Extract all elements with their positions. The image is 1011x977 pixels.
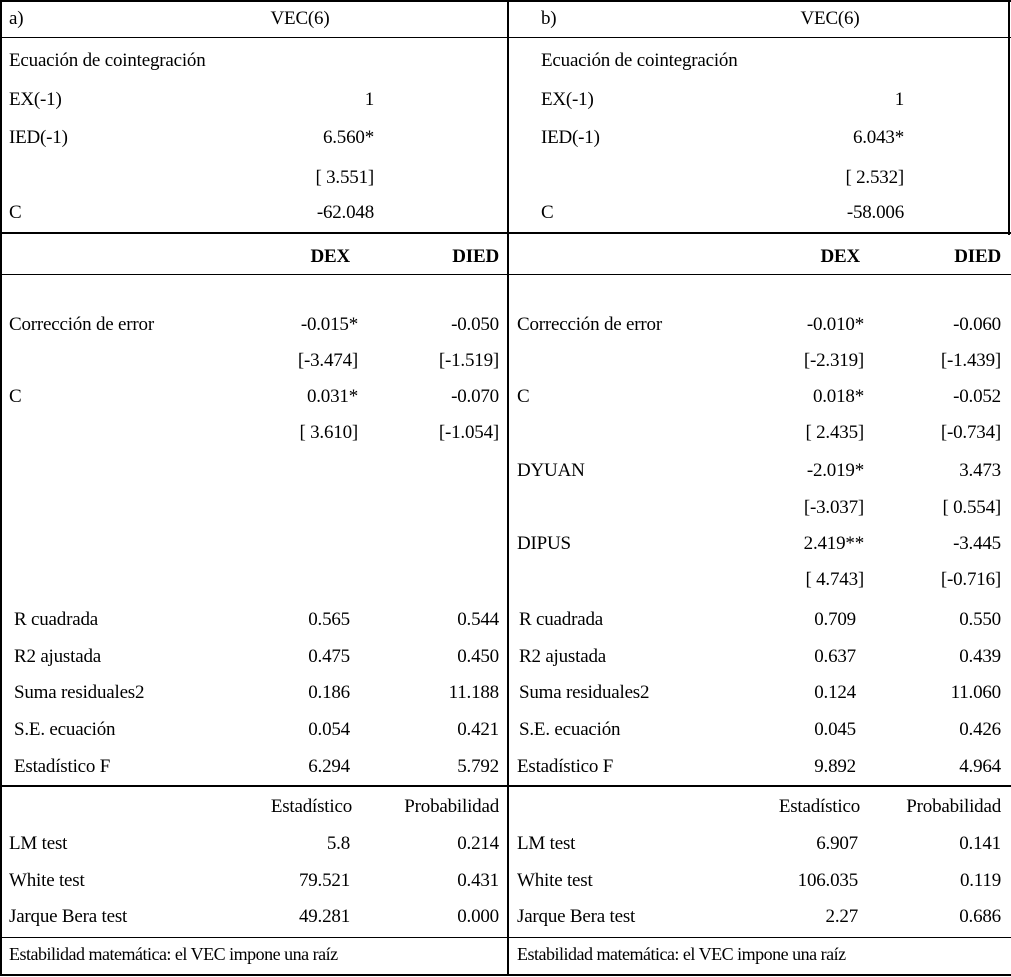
test-value: 5.8 — [326, 833, 350, 854]
coef-value: -2.019* — [806, 460, 864, 481]
coef-row-label: Corrección de error — [9, 314, 154, 335]
coint-row-value: -62.048 — [316, 202, 374, 223]
stat-value: 5.792 — [457, 756, 499, 777]
rule — [0, 37, 1011, 38]
coef-value: [-3.474] — [297, 350, 358, 371]
coef-value: 0.018* — [812, 386, 864, 407]
coef-row-label: Corrección de error — [517, 314, 662, 335]
rule — [1008, 0, 1010, 235]
stat-value: 0.709 — [814, 609, 856, 630]
stat-value: 0.450 — [457, 646, 499, 667]
coef-value: [-3.037] — [803, 497, 864, 518]
coef-value: -0.015* — [300, 314, 358, 335]
coef-value: -0.070 — [451, 386, 499, 407]
coef-value: 3.473 — [959, 460, 1001, 481]
coef-value: -0.050 — [451, 314, 499, 335]
rule — [0, 785, 1011, 787]
stat-value: 0.426 — [959, 719, 1001, 740]
test-value: 106.035 — [797, 870, 858, 891]
coef-value: [ 4.743] — [805, 569, 864, 590]
col-header-estadistico: Estadístico — [270, 796, 352, 817]
stat-value: 9.892 — [814, 756, 856, 777]
test-value: 0.000 — [457, 906, 499, 927]
stat-label: R cuadrada — [519, 609, 603, 630]
coef-value: [-0.734] — [940, 422, 1001, 443]
stat-label: R2 ajustada — [14, 646, 101, 667]
coef-value: [ 0.554] — [942, 497, 1001, 518]
coint-row-label: IED(-1) — [541, 127, 600, 148]
coef-value: [-1.519] — [438, 350, 499, 371]
coint-row-value: [ 3.551] — [315, 167, 374, 188]
stat-label: S.E. ecuación — [14, 719, 116, 740]
col-header-died: DIED — [954, 246, 1001, 267]
coef-value: -0.052 — [953, 386, 1001, 407]
test-value: 0.119 — [959, 870, 1001, 891]
rule — [0, 274, 1011, 275]
coef-value: 2.419** — [803, 533, 864, 554]
coef-value: -0.010* — [806, 314, 864, 335]
coef-row-label: DIPUS — [517, 533, 571, 554]
test-label: White test — [517, 870, 593, 891]
panel-b-model: VEC(6) — [800, 8, 860, 29]
stat-label: Suma residuales2 — [519, 682, 650, 703]
coint-row-label: EX(-1) — [541, 89, 594, 110]
coef-value: [ 3.610] — [299, 422, 358, 443]
rule — [0, 232, 1011, 234]
col-header-dex: DEX — [310, 246, 350, 267]
coint-row-value: 6.560* — [322, 127, 374, 148]
coint-row-label: IED(-1) — [9, 127, 68, 148]
panel-b-eq-title: Ecuación de cointegración — [541, 50, 738, 71]
test-value: 2.27 — [825, 906, 858, 927]
stat-value: 11.060 — [950, 682, 1001, 703]
coef-value: [ 2.435] — [805, 422, 864, 443]
test-label: Jarque Bera test — [9, 906, 128, 927]
stat-value: 0.544 — [457, 609, 499, 630]
test-value: 0.686 — [959, 906, 1001, 927]
stat-value: 4.964 — [959, 756, 1001, 777]
stat-label: Suma residuales2 — [14, 682, 145, 703]
stat-value: 0.475 — [308, 646, 350, 667]
coint-row-value: 1 — [364, 89, 374, 110]
stat-label: S.E. ecuación — [519, 719, 621, 740]
col-header-estadistico: Estadístico — [778, 796, 860, 817]
rule — [507, 0, 509, 976]
panel-b-label: b) — [541, 8, 557, 29]
test-label: White test — [9, 870, 85, 891]
col-header-probabilidad: Probabilidad — [404, 796, 499, 817]
col-header-probabilidad: Probabilidad — [906, 796, 1001, 817]
coef-value: -3.445 — [953, 533, 1001, 554]
test-value: 49.281 — [298, 906, 350, 927]
stat-label: Estadístico F — [517, 756, 614, 777]
coint-row-value: [ 2.532] — [845, 167, 904, 188]
coint-row-label: C — [9, 202, 22, 223]
coef-row-label: C — [9, 386, 22, 407]
col-header-dex: DEX — [820, 246, 860, 267]
test-value: 0.214 — [457, 833, 499, 854]
stat-value: 11.188 — [448, 682, 499, 703]
coint-row-value: -58.006 — [846, 202, 904, 223]
rule — [0, 937, 1011, 938]
test-value: 6.907 — [816, 833, 858, 854]
coef-value: 0.031* — [306, 386, 358, 407]
test-value: 0.141 — [959, 833, 1001, 854]
stat-value: 0.186 — [308, 682, 350, 703]
stat-value: 0.045 — [814, 719, 856, 740]
panel-a-eq-title: Ecuación de cointegración — [9, 50, 206, 71]
coint-row-label: EX(-1) — [9, 89, 62, 110]
stat-label: R2 ajustada — [519, 646, 606, 667]
stat-label: R cuadrada — [14, 609, 98, 630]
stat-value: 0.421 — [457, 719, 499, 740]
col-header-died: DIED — [452, 246, 499, 267]
coef-row-label: C — [517, 386, 530, 407]
stat-label: Estadístico F — [14, 756, 111, 777]
stability-note: Estabilidad matemática: el VEC impone una raíz — [9, 944, 338, 964]
test-label: LM test — [517, 833, 576, 854]
stat-value: 0.637 — [814, 646, 856, 667]
panel-a-model: VEC(6) — [270, 8, 330, 29]
stat-value: 0.054 — [308, 719, 350, 740]
coef-value: [-0.716] — [940, 569, 1001, 590]
coef-value: [-1.439] — [940, 350, 1001, 371]
coef-value: [-2.319] — [803, 350, 864, 371]
coint-row-value: 1 — [894, 89, 904, 110]
stat-value: 6.294 — [308, 756, 350, 777]
rule — [0, 0, 1011, 2]
stability-note: Estabilidad matemática: el VEC impone una raíz — [517, 944, 846, 964]
test-label: LM test — [9, 833, 68, 854]
coef-value: -0.060 — [953, 314, 1001, 335]
test-value: 0.431 — [457, 870, 499, 891]
stat-value: 0.124 — [814, 682, 856, 703]
rule — [0, 974, 1011, 976]
coef-row-label: DYUAN — [517, 460, 585, 481]
test-label: Jarque Bera test — [517, 906, 636, 927]
rule — [0, 0, 2, 976]
stat-value: 0.550 — [959, 609, 1001, 630]
test-value: 79.521 — [298, 870, 350, 891]
stat-value: 0.565 — [308, 609, 350, 630]
stat-value: 0.439 — [959, 646, 1001, 667]
coef-value: [-1.054] — [438, 422, 499, 443]
coint-row-label: C — [541, 202, 554, 223]
panel-a-label: a) — [9, 8, 24, 29]
coint-row-value: 6.043* — [852, 127, 904, 148]
